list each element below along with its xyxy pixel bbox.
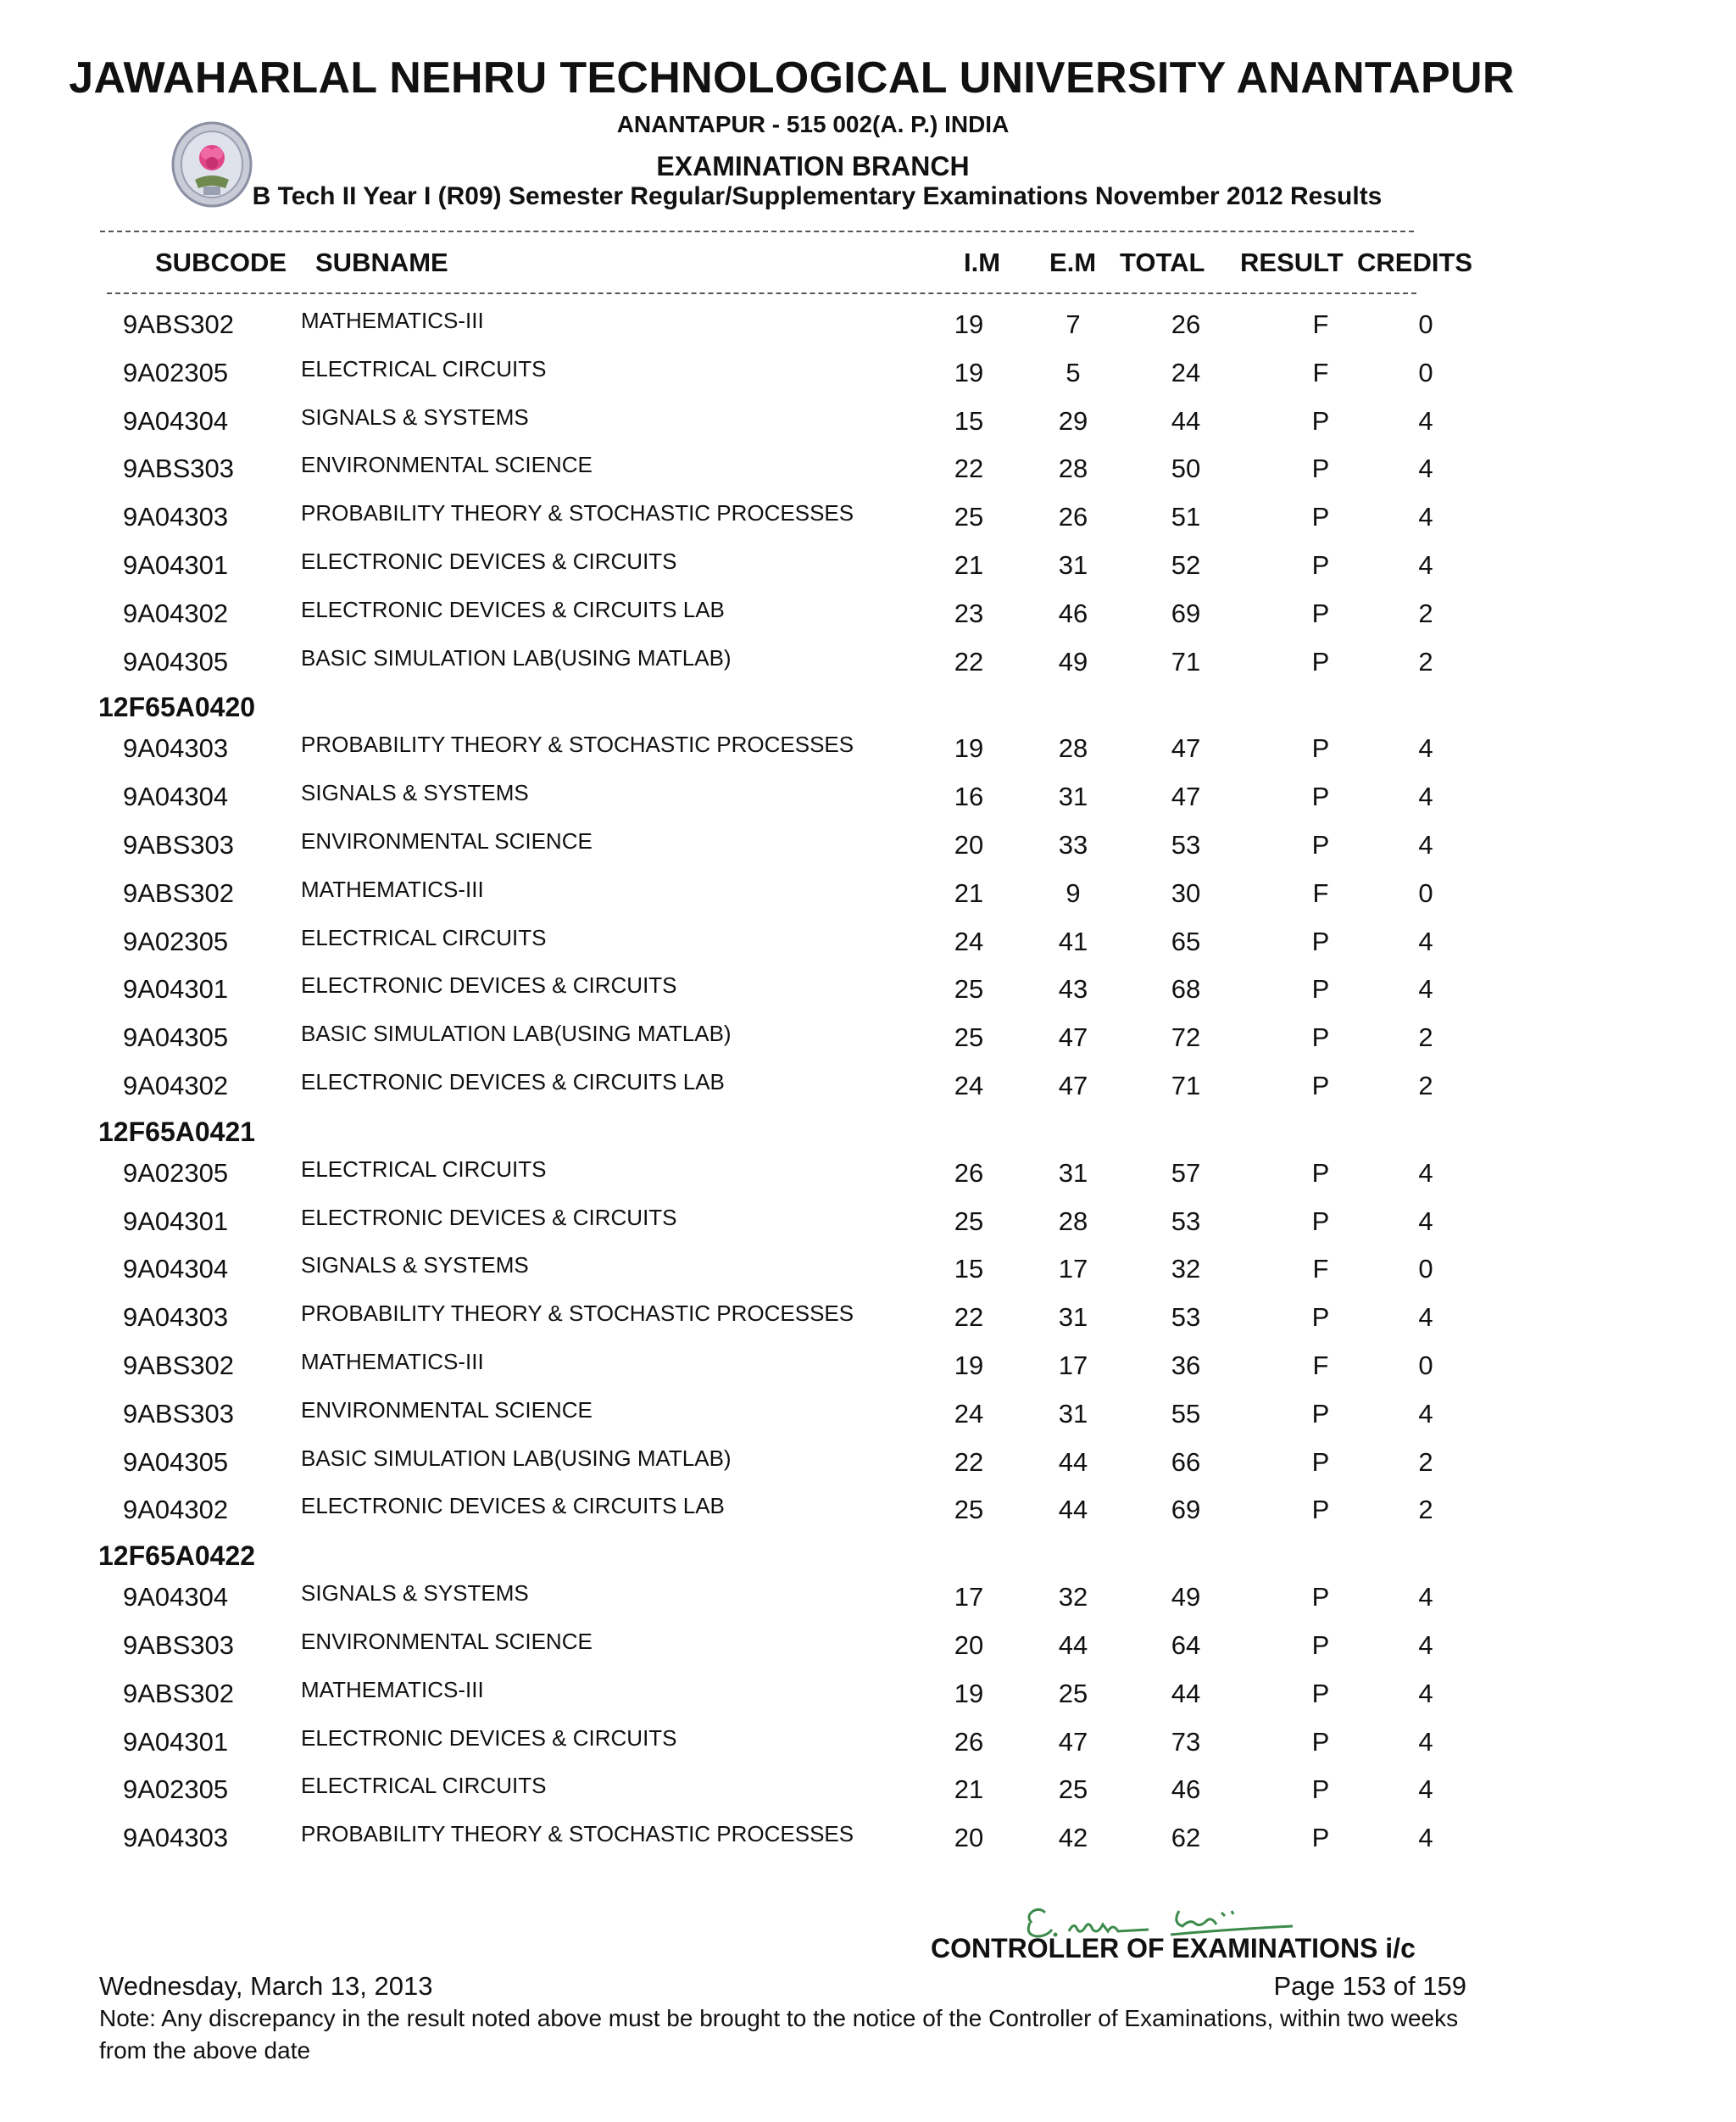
subject-name: ELECTRONIC DEVICES & CIRCUITS (301, 549, 677, 574)
internal-marks: 25 (954, 1495, 984, 1525)
external-marks: 47 (1058, 1022, 1088, 1053)
result: P (1311, 1630, 1330, 1660)
discrepancy-note: Note: Any discrepancy in the result noted above must be brought to the notice of the Controller of Examinations, within two weeks from the above date (99, 2005, 1459, 2064)
subject-name: ELECTRONIC DEVICES & CIRCUITS (301, 1724, 677, 1751)
subject-name: ELECTRICAL CIRCUITS (301, 924, 547, 950)
total-marks: 44 (1171, 405, 1201, 436)
subject-name: ELECTRONIC DEVICES & CIRCUITS LAB (301, 596, 725, 622)
external-marks: 33 (1058, 830, 1088, 860)
external-marks: 9 (1066, 877, 1081, 908)
subject-code: 9ABS303 (123, 454, 234, 484)
subject-code: 9ABS303 (123, 1630, 234, 1660)
external-marks: 44 (1058, 1630, 1088, 1660)
external-marks: 42 (1058, 1823, 1088, 1853)
result: P (1311, 598, 1330, 628)
result: P (1311, 1446, 1330, 1477)
subject-code: 9ABS303 (123, 1398, 234, 1429)
internal-marks: 20 (954, 1823, 984, 1853)
external-marks: 28 (1058, 733, 1088, 764)
column-header-subcode: SUBCODE (155, 248, 287, 277)
subject-name: PROBABILITY THEORY & STOCHASTIC PROCESSES (301, 1300, 854, 1327)
internal-marks: 21 (954, 877, 984, 908)
total-marks: 53 (1171, 1206, 1201, 1236)
subject-code: 9A02305 (123, 1774, 229, 1805)
internal-marks: 15 (954, 405, 984, 436)
subject-name: ENVIRONMENTAL SCIENCE (301, 1396, 593, 1423)
total-marks: 26 (1171, 309, 1201, 339)
total-marks: 64 (1171, 1630, 1201, 1660)
external-marks: 31 (1058, 550, 1088, 580)
result: P (1311, 1774, 1330, 1805)
exam-title: B Tech II Year I (R09) Semester Regular/Supplementary Examinations November 2012 Results (252, 182, 1383, 210)
total-marks: 69 (1171, 598, 1201, 628)
credits: 0 (1418, 357, 1433, 387)
result: P (1311, 502, 1330, 532)
university-address: ANANTAPUR - 515 002(A. P.) INDIA (616, 111, 1010, 137)
total-marks: 52 (1171, 550, 1201, 580)
credits: 2 (1418, 598, 1433, 628)
result: P (1311, 550, 1330, 580)
subject-code: 9A02305 (123, 1157, 229, 1188)
credits: 2 (1418, 1446, 1433, 1477)
subject-name: ELECTRICAL CIRCUITS (301, 1156, 547, 1182)
external-marks: 25 (1058, 1774, 1088, 1805)
credits: 4 (1418, 550, 1433, 580)
result: P (1311, 1678, 1330, 1708)
external-marks: 47 (1058, 1071, 1088, 1100)
subject-name: PROBABILITY THEORY & STOCHASTIC PROCESSES (301, 1821, 854, 1847)
external-marks: 7 (1066, 309, 1081, 339)
external-marks: 28 (1058, 1206, 1088, 1236)
subject-code: 9A04304 (123, 1254, 229, 1284)
credits: 4 (1418, 1630, 1433, 1660)
external-marks: 43 (1058, 974, 1088, 1005)
total-marks: 57 (1171, 1157, 1201, 1188)
subject-code: 9ABS302 (123, 1678, 234, 1708)
total-marks: 53 (1171, 1302, 1201, 1333)
subject-name: ELECTRICAL CIRCUITS (301, 355, 547, 382)
internal-marks: 25 (954, 1206, 984, 1236)
subject-code: 9A04302 (123, 598, 229, 628)
header-divider-bottom (107, 292, 1416, 294)
internal-marks: 26 (954, 1726, 984, 1757)
result: P (1311, 1726, 1330, 1757)
total-marks: 30 (1171, 877, 1201, 908)
total-marks: 53 (1171, 830, 1201, 860)
total-marks: 32 (1171, 1254, 1201, 1284)
result: P (1311, 1206, 1330, 1236)
total-marks: 65 (1171, 926, 1201, 956)
credits: 4 (1418, 1678, 1433, 1708)
result: P (1311, 733, 1330, 764)
credits: 0 (1418, 309, 1433, 339)
total-marks: 72 (1171, 1022, 1201, 1053)
subject-name: PROBABILITY THEORY & STOCHASTIC PROCESSES (301, 732, 854, 758)
external-marks: 31 (1058, 1398, 1088, 1429)
subject-code: 9A04303 (123, 733, 229, 764)
subject-name: ENVIRONMENTAL SCIENCE (301, 1629, 593, 1654)
external-marks: 28 (1058, 454, 1088, 484)
subject-code: 9A04303 (123, 502, 229, 532)
subject-name: SIGNALS & SYSTEMS (301, 780, 529, 806)
subject-code: 9A04305 (123, 1446, 229, 1477)
internal-marks: 20 (954, 830, 984, 860)
column-header-im: I.M (964, 248, 1001, 277)
total-marks: 36 (1171, 1351, 1201, 1380)
credits: 4 (1418, 405, 1433, 436)
subject-code: 9A04304 (123, 782, 229, 812)
subject-code: 9A04303 (123, 1302, 229, 1333)
subject-name: ENVIRONMENTAL SCIENCE (301, 452, 593, 478)
credits: 4 (1418, 1206, 1433, 1236)
credits: 4 (1418, 1582, 1433, 1612)
total-marks: 55 (1171, 1398, 1201, 1429)
total-marks: 51 (1171, 502, 1201, 532)
subject-code: 9A04301 (123, 1206, 229, 1236)
internal-marks: 19 (954, 733, 984, 764)
total-marks: 71 (1171, 1071, 1201, 1100)
internal-marks: 24 (954, 926, 984, 956)
credits: 0 (1418, 1351, 1433, 1380)
result: F (1312, 1351, 1329, 1380)
total-marks: 46 (1171, 1774, 1201, 1805)
result: P (1311, 926, 1330, 956)
column-header-subname: SUBNAME (315, 248, 448, 277)
credits: 4 (1418, 1774, 1433, 1805)
subject-code: 9A02305 (123, 357, 229, 387)
external-marks: 31 (1058, 782, 1088, 812)
subject-code: 9A04305 (123, 646, 229, 677)
result: P (1311, 454, 1330, 484)
column-header-credits: CREDITS (1357, 248, 1473, 277)
total-marks: 68 (1171, 974, 1201, 1005)
total-marks: 50 (1171, 454, 1201, 484)
result: P (1311, 1582, 1330, 1612)
subject-name: SIGNALS & SYSTEMS (301, 1580, 529, 1607)
subject-code: 9A04301 (123, 974, 229, 1005)
external-marks: 26 (1058, 502, 1088, 532)
credits: 2 (1418, 1495, 1433, 1525)
result: P (1311, 646, 1330, 677)
subject-name: ELECTRONIC DEVICES & CIRCUITS (301, 972, 677, 999)
external-marks: 44 (1058, 1446, 1088, 1477)
subject-code: 9A04302 (123, 1071, 229, 1100)
credits: 4 (1418, 502, 1433, 532)
credits: 4 (1418, 830, 1433, 860)
internal-marks: 19 (954, 1351, 984, 1380)
subject-name: MATHEMATICS-III (301, 308, 484, 333)
subject-name: BASIC SIMULATION LAB(USING MATLAB) (301, 1021, 732, 1047)
student-roll-number: 12F65A0420 (98, 692, 256, 723)
credits: 2 (1418, 646, 1433, 677)
external-marks: 47 (1058, 1726, 1088, 1757)
internal-marks: 21 (954, 550, 984, 580)
internal-marks: 24 (954, 1071, 984, 1100)
subject-name: BASIC SIMULATION LAB(USING MATLAB) (301, 1445, 732, 1471)
credits: 4 (1418, 1157, 1433, 1188)
publication-date: Wednesday, March 13, 2013 (99, 1971, 433, 2001)
internal-marks: 25 (954, 502, 984, 532)
result: P (1311, 1495, 1330, 1525)
external-marks: 17 (1058, 1351, 1088, 1380)
credits: 4 (1418, 974, 1433, 1005)
internal-marks: 25 (954, 1022, 984, 1053)
subject-code: 9A04304 (123, 405, 229, 436)
header-divider-top (100, 231, 1414, 232)
total-marks: 47 (1171, 782, 1201, 812)
internal-marks: 21 (954, 1774, 984, 1805)
subject-name: ELECTRONIC DEVICES & CIRCUITS (301, 1204, 677, 1230)
external-marks: 46 (1058, 598, 1088, 628)
total-marks: 24 (1171, 357, 1201, 387)
internal-marks: 15 (954, 1254, 984, 1284)
total-marks: 49 (1171, 1582, 1201, 1612)
column-header-total: TOTAL (1120, 248, 1205, 277)
internal-marks: 16 (954, 782, 984, 812)
subject-code: 9ABS302 (123, 309, 234, 339)
subject-name: MATHEMATICS-III (301, 1349, 484, 1374)
total-marks: 73 (1171, 1726, 1201, 1757)
column-header-result: RESULT (1240, 248, 1344, 277)
result: F (1312, 357, 1329, 387)
external-marks: 17 (1058, 1254, 1088, 1284)
internal-marks: 17 (954, 1582, 984, 1612)
credits: 4 (1418, 1726, 1433, 1757)
internal-marks: 26 (954, 1157, 984, 1188)
external-marks: 44 (1058, 1495, 1088, 1525)
subject-code: 9A04303 (123, 1823, 229, 1853)
subject-code: 9A02305 (123, 926, 229, 956)
external-marks: 32 (1058, 1582, 1088, 1612)
credits: 2 (1418, 1071, 1433, 1100)
external-marks: 25 (1058, 1678, 1088, 1708)
subject-name: ENVIRONMENTAL SCIENCE (301, 828, 593, 854)
internal-marks: 22 (954, 454, 984, 484)
student-roll-number: 12F65A0421 (98, 1116, 256, 1147)
subject-code: 9ABS302 (123, 877, 234, 908)
result: P (1311, 1823, 1330, 1853)
result: P (1311, 974, 1330, 1005)
total-marks: 62 (1171, 1823, 1201, 1853)
internal-marks: 19 (954, 309, 984, 339)
credits: 0 (1418, 1254, 1433, 1284)
result: F (1312, 1254, 1329, 1284)
student-roll-number: 12F65A0422 (98, 1540, 256, 1572)
result: P (1311, 782, 1330, 812)
controller-title: CONTROLLER OF EXAMINATIONS i/c (931, 1933, 1416, 1963)
credits: 4 (1418, 1302, 1433, 1333)
subject-name: ELECTRONIC DEVICES & CIRCUITS LAB (301, 1069, 725, 1094)
result: P (1311, 830, 1330, 860)
subject-code: 9ABS302 (123, 1351, 234, 1380)
subject-name: MATHEMATICS-III (301, 876, 484, 902)
subject-code: 9A04301 (123, 550, 229, 580)
internal-marks: 22 (954, 646, 984, 677)
external-marks: 5 (1066, 357, 1081, 387)
internal-marks: 20 (954, 1630, 984, 1660)
credits: 0 (1418, 877, 1433, 908)
internal-marks: 22 (954, 1446, 984, 1477)
result: P (1311, 1302, 1330, 1333)
internal-marks: 19 (954, 1678, 984, 1708)
external-marks: 31 (1058, 1302, 1088, 1333)
internal-marks: 23 (954, 598, 984, 628)
result: F (1312, 877, 1329, 908)
subject-code: 9ABS303 (123, 830, 234, 860)
internal-marks: 24 (954, 1398, 984, 1429)
credits: 4 (1418, 782, 1433, 812)
subject-name: ELECTRONIC DEVICES & CIRCUITS LAB (301, 1493, 725, 1519)
total-marks: 71 (1171, 646, 1201, 677)
credits: 4 (1418, 1823, 1433, 1853)
result: P (1311, 1022, 1330, 1053)
result: P (1311, 1071, 1330, 1100)
result: P (1311, 1398, 1330, 1429)
column-header-em: E.M (1049, 248, 1097, 277)
total-marks: 47 (1171, 733, 1201, 764)
credits: 4 (1418, 1398, 1433, 1429)
subject-name: MATHEMATICS-III (301, 1676, 484, 1702)
subject-name: PROBABILITY THEORY & STOCHASTIC PROCESSES (301, 500, 854, 526)
credits: 2 (1418, 1022, 1433, 1053)
subject-code: 9A04301 (123, 1726, 229, 1757)
subject-code: 9A04304 (123, 1582, 229, 1612)
subject-code: 9A04305 (123, 1022, 229, 1053)
external-marks: 41 (1058, 926, 1088, 956)
subject-name: SIGNALS & SYSTEMS (301, 404, 529, 430)
total-marks: 69 (1171, 1495, 1201, 1525)
subject-name: ELECTRICAL CIRCUITS (301, 1773, 547, 1799)
result: P (1311, 405, 1330, 436)
subject-name: BASIC SIMULATION LAB(USING MATLAB) (301, 644, 732, 671)
page-number: Page 153 of 159 (1273, 1971, 1466, 2001)
total-marks: 66 (1171, 1446, 1201, 1477)
result: P (1311, 1157, 1330, 1188)
subject-name: SIGNALS & SYSTEMS (301, 1252, 529, 1278)
subject-code: 9A04302 (123, 1495, 229, 1525)
internal-marks: 22 (954, 1302, 984, 1333)
university-title: JAWAHARLAL NEHRU TECHNOLOGICAL UNIVERSITY ANANTAPUR (69, 53, 1515, 103)
credits: 4 (1418, 926, 1433, 956)
external-marks: 29 (1058, 405, 1088, 436)
internal-marks: 19 (954, 357, 984, 387)
examination-branch: EXAMINATION BRANCH (656, 151, 970, 181)
external-marks: 31 (1058, 1157, 1088, 1188)
credits: 4 (1418, 733, 1433, 764)
total-marks: 44 (1171, 1678, 1201, 1708)
internal-marks: 25 (954, 974, 984, 1005)
external-marks: 49 (1058, 646, 1088, 677)
result: F (1312, 309, 1329, 339)
credits: 4 (1418, 454, 1433, 484)
